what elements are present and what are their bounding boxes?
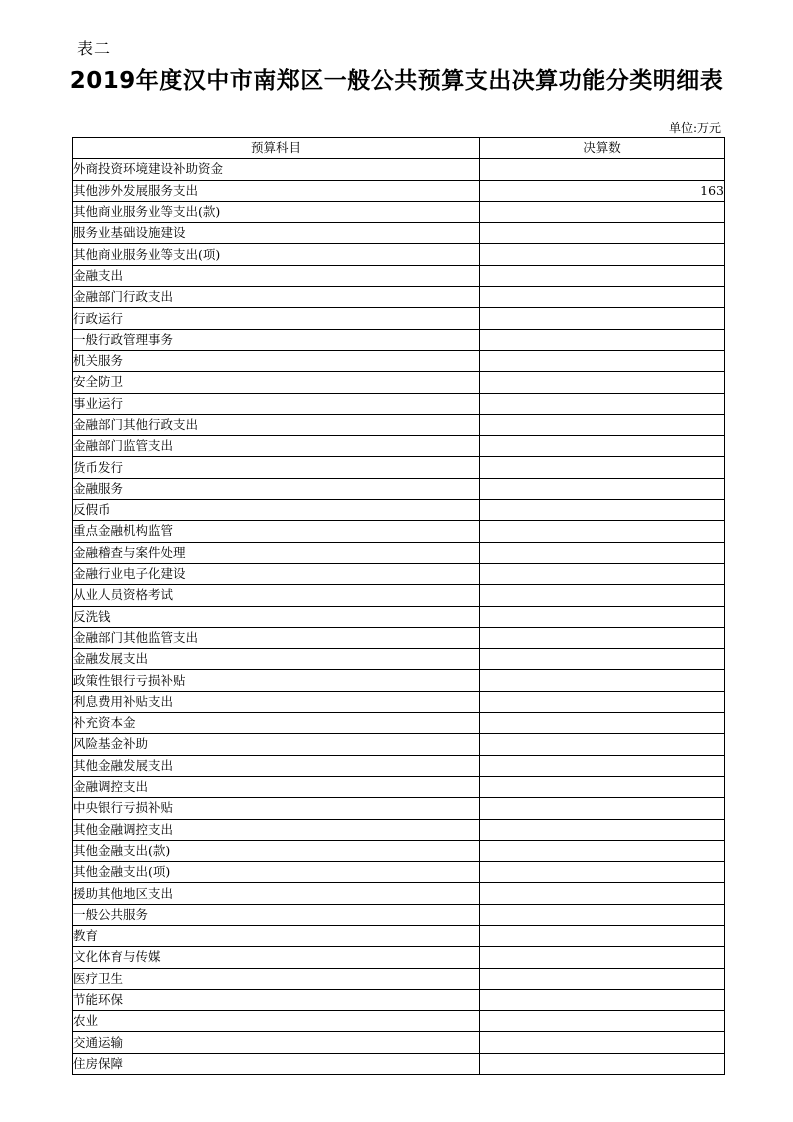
- budget-subject-cell: 服务业基础设施建设: [73, 223, 480, 244]
- table-row: [73, 606, 725, 627]
- budget-subject-cell: 一般行政管理事务: [73, 329, 480, 350]
- budget-subject-cell: 补充资本金: [73, 713, 480, 734]
- budget-subject-cell: 金融调控支出: [73, 776, 480, 797]
- table-row: [73, 563, 725, 584]
- final-amount-cell: [480, 968, 725, 989]
- expenditure-table: [72, 137, 725, 1075]
- budget-subject-cell: 金融支出: [73, 265, 480, 286]
- table-row: [73, 713, 725, 734]
- final-amount-cell: [480, 414, 725, 435]
- budget-subject-cell: 其他商业服务业等支出(款): [73, 201, 480, 222]
- table-row: [73, 819, 725, 840]
- table-row: [73, 287, 725, 308]
- table-row: [73, 755, 725, 776]
- final-amount-cell: [480, 1053, 725, 1074]
- table-row: [73, 180, 725, 201]
- final-amount-cell: [480, 265, 725, 286]
- final-amount-cell: [480, 478, 725, 499]
- final-amount-cell: [480, 350, 725, 371]
- budget-subject-cell: 金融部门其他行政支出: [73, 414, 480, 435]
- final-amount-cell: [480, 713, 725, 734]
- final-amount-cell: [480, 670, 725, 691]
- column-header-budget-subject: 预算科目: [73, 138, 480, 159]
- table-row: [73, 649, 725, 670]
- budget-subject-cell: 金融部门监管支出: [73, 436, 480, 457]
- final-amount-cell: [480, 244, 725, 265]
- budget-subject-cell: 教育: [73, 925, 480, 946]
- final-amount-cell: [480, 329, 725, 350]
- final-amount-cell: [480, 308, 725, 329]
- table-number-label: 表二: [77, 39, 112, 58]
- final-amount-cell: [480, 883, 725, 904]
- final-amount-cell: [480, 947, 725, 968]
- table-row: [73, 883, 725, 904]
- final-amount-cell: [480, 649, 725, 670]
- budget-subject-cell: 援助其他地区支出: [73, 883, 480, 904]
- table-row: [73, 904, 725, 925]
- budget-subject-cell: 行政运行: [73, 308, 480, 329]
- final-amount-cell: [480, 201, 725, 222]
- final-amount-cell: [480, 585, 725, 606]
- budget-subject-cell: 事业运行: [73, 393, 480, 414]
- budget-subject-cell: 外商投资环境建设补助资金: [73, 159, 480, 180]
- table-body: [73, 159, 725, 1075]
- budget-subject-cell: 风险基金补助: [73, 734, 480, 755]
- table-row: [73, 457, 725, 478]
- budget-subject-cell: 其他商业服务业等支出(项): [73, 244, 480, 265]
- final-amount-cell: [480, 393, 725, 414]
- table-row: [73, 244, 725, 265]
- table-row: [73, 968, 725, 989]
- budget-subject-cell: 金融稽查与案件处理: [73, 542, 480, 563]
- table-row: [73, 223, 725, 244]
- budget-subject-cell: 节能环保: [73, 989, 480, 1010]
- table-row: [73, 436, 725, 457]
- budget-subject-cell: 其他金融支出(项): [73, 862, 480, 883]
- table-row: [73, 585, 725, 606]
- budget-subject-cell: 金融部门行政支出: [73, 287, 480, 308]
- table-row: [73, 798, 725, 819]
- final-amount-cell: 163: [480, 180, 725, 201]
- table-row: [73, 329, 725, 350]
- budget-subject-cell: 住房保障: [73, 1053, 480, 1074]
- final-amount-cell: [480, 436, 725, 457]
- final-amount-cell: [480, 734, 725, 755]
- table-row: [73, 627, 725, 648]
- budget-subject-cell: 政策性银行亏损补贴: [73, 670, 480, 691]
- final-amount-cell: [480, 159, 725, 180]
- budget-subject-cell: 金融部门其他监管支出: [73, 627, 480, 648]
- final-amount-cell: [480, 1032, 725, 1053]
- table-row: [73, 862, 725, 883]
- final-amount-cell: [480, 776, 725, 797]
- table-row: [73, 265, 725, 286]
- budget-subject-cell: 其他涉外发展服务支出: [73, 180, 480, 201]
- final-amount-cell: [480, 457, 725, 478]
- final-amount-cell: [480, 1011, 725, 1032]
- table-row: [73, 350, 725, 371]
- final-amount-cell: [480, 989, 725, 1010]
- budget-subject-cell: 医疗卫生: [73, 968, 480, 989]
- table-row: [73, 840, 725, 861]
- budget-subject-cell: 文化体育与传媒: [73, 947, 480, 968]
- table-row: [73, 542, 725, 563]
- final-amount-cell: [480, 563, 725, 584]
- table-row: [73, 478, 725, 499]
- table-row: [73, 414, 725, 435]
- table-row: [73, 734, 725, 755]
- budget-subject-cell: 金融行业电子化建设: [73, 563, 480, 584]
- table-header-row: [73, 138, 725, 159]
- table-row: [73, 776, 725, 797]
- budget-subject-cell: 反洗钱: [73, 606, 480, 627]
- final-amount-cell: [480, 819, 725, 840]
- budget-subject-cell: 重点金融机构监管: [73, 521, 480, 542]
- table-row: [73, 989, 725, 1010]
- budget-subject-cell: 其他金融调控支出: [73, 819, 480, 840]
- table-row: [73, 521, 725, 542]
- table-row: [73, 393, 725, 414]
- budget-subject-cell: 金融发展支出: [73, 649, 480, 670]
- final-amount-cell: [480, 606, 725, 627]
- table-row: [73, 308, 725, 329]
- budget-subject-cell: 金融服务: [73, 478, 480, 499]
- budget-subject-cell: 农业: [73, 1011, 480, 1032]
- table-row: [73, 201, 725, 222]
- table-row: [73, 691, 725, 712]
- table-row: [73, 1053, 725, 1074]
- final-amount-cell: [480, 500, 725, 521]
- table-row: [73, 500, 725, 521]
- final-amount-cell: [480, 798, 725, 819]
- column-header-final-amount: 决算数: [480, 138, 725, 159]
- table-row: [73, 1032, 725, 1053]
- final-amount-cell: [480, 904, 725, 925]
- final-amount-cell: [480, 840, 725, 861]
- page-title: 2019年度汉中市南郑区一般公共预算支出决算功能分类明细表: [69, 68, 724, 94]
- unit-label: 单位:万元: [668, 121, 721, 135]
- budget-subject-cell: 中央银行亏损补贴: [73, 798, 480, 819]
- budget-subject-cell: 安全防卫: [73, 372, 480, 393]
- budget-subject-cell: 反假币: [73, 500, 480, 521]
- budget-subject-cell: 一般公共服务: [73, 904, 480, 925]
- final-amount-cell: [480, 691, 725, 712]
- final-amount-cell: [480, 287, 725, 308]
- budget-subject-cell: 从业人员资格考试: [73, 585, 480, 606]
- final-amount-cell: [480, 223, 725, 244]
- table-row: [73, 947, 725, 968]
- budget-subject-cell: 其他金融发展支出: [73, 755, 480, 776]
- table-row: [73, 372, 725, 393]
- table-row: [73, 159, 725, 180]
- final-amount-cell: [480, 862, 725, 883]
- final-amount-cell: [480, 542, 725, 563]
- budget-subject-cell: 其他金融支出(款): [73, 840, 480, 861]
- final-amount-cell: [480, 372, 725, 393]
- budget-subject-cell: 机关服务: [73, 350, 480, 371]
- table-row: [73, 925, 725, 946]
- budget-subject-cell: 交通运输: [73, 1032, 480, 1053]
- table-row: [73, 670, 725, 691]
- table-row: [73, 1011, 725, 1032]
- budget-subject-cell: 利息费用补贴支出: [73, 691, 480, 712]
- final-amount-cell: [480, 627, 725, 648]
- final-amount-cell: [480, 925, 725, 946]
- final-amount-cell: [480, 755, 725, 776]
- budget-subject-cell: 货币发行: [73, 457, 480, 478]
- final-amount-cell: [480, 521, 725, 542]
